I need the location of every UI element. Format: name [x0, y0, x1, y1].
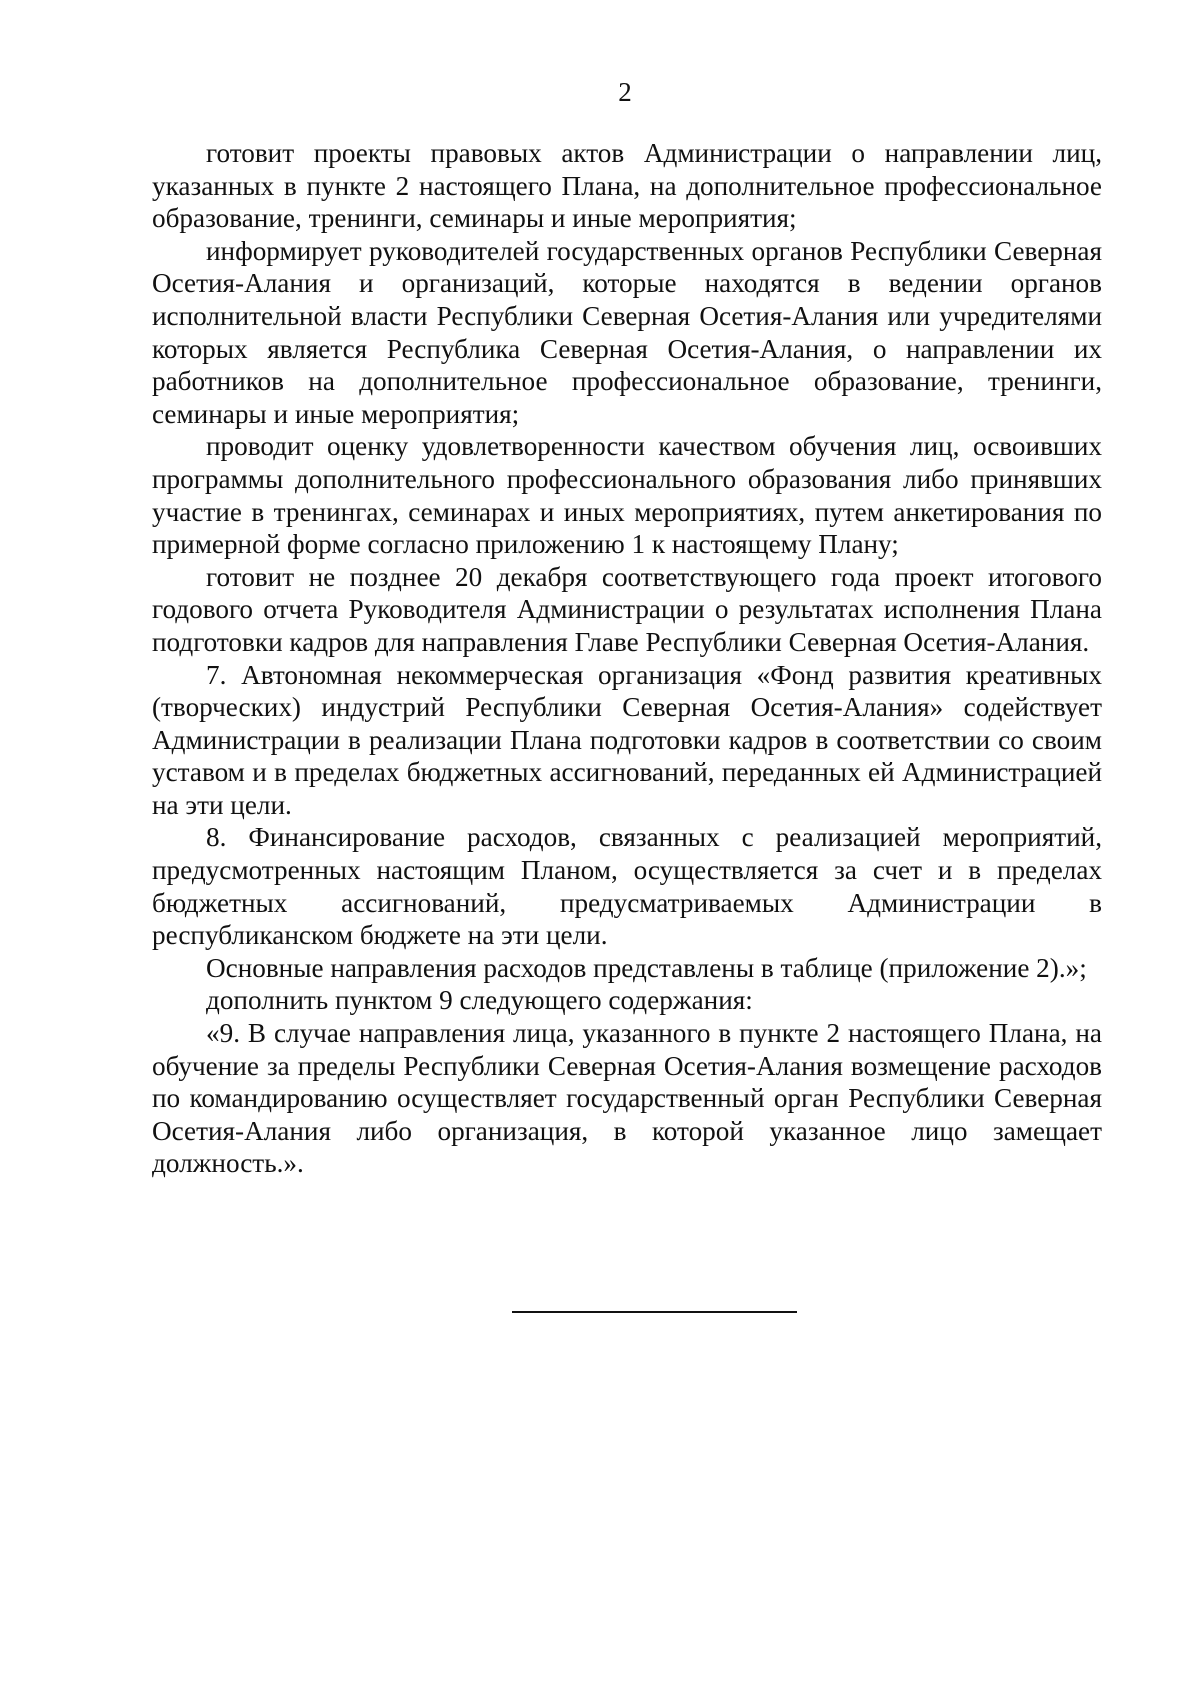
paragraph-item-8: 8. Финансирование расходов, связанных с реализацией мероприятий, предусмотренных настоящим Планом, осуществляется за счет и в пределах бюджетных ассигнований, предусматриваемых Администрации в республиканском бюджете на эти цели.: [152, 822, 1102, 951]
page-number: 2: [618, 77, 632, 107]
paragraph-annual-report: готовит не позднее 20 декабря соответствующего года проект итогового годового отчета Руководителя Администрации о результатах исполнения Плана подготовки кадров для направления Главе Республики Северная Осетия-Алания.: [152, 561, 1102, 657]
paragraph-prepares-legal-acts: готовит проекты правовых актов Администрации о направлении лиц, указанных в пункте 2 настоящего Плана, на дополнительное профессиональное образование, тренинги, семинары и иные мероприятия;: [152, 138, 1102, 234]
paragraph-item-7: 7. Автономная некоммерческая организация «Фонд развития креативных (творческих) индустрий Республики Северная Осетия-Алания» содействует Администрации в реализации Плана подготовки кадров в соответствии со своим уставом и в пределах бюджетных ассигнований, переданных ей Администрацией на эти цели.: [152, 659, 1102, 820]
paragraph-add-item-9: дополнить пунктом 9 следующего содержания:: [206, 985, 753, 1016]
end-divider-line: [512, 1311, 797, 1313]
paragraph-informs-heads: информирует руководителей государственных органов Республики Северная Осетия-Алания и организаций, которые находятся в ведении органов исполнительной власти Республики Северная Осетия-Алания или учредителями которых является Республика Северная Осетия-Алания, о направлении их работников на дополнительное профессиональное образование, тренинги, семинары и иные мероприятия;: [152, 235, 1102, 429]
paragraph-item-9: «9. В случае направления лица, указанного в пункте 2 настоящего Плана, на обучение за пределы Республики Северная Осетия-Алания возмещение расходов по командированию осуществляет государственный орган Республики Северная Осетия-Алания либо организация, в которой указанное лицо замещает должность.».: [152, 1018, 1102, 1179]
paragraph-satisfaction-assessment: проводит оценку удовлетворенности качеством обучения лиц, освоивших программы дополнительного профессионального образования либо принявших участие в тренингах, семинарах и иных мероприятиях, путем анкетирования по примерной форме согласно приложению 1 к настоящему Плану;: [152, 431, 1102, 560]
paragraph-expense-directions: Основные направления расходов представлены в таблице (приложение 2).»;: [206, 952, 1087, 983]
document-body: [152, 137, 1102, 1180]
